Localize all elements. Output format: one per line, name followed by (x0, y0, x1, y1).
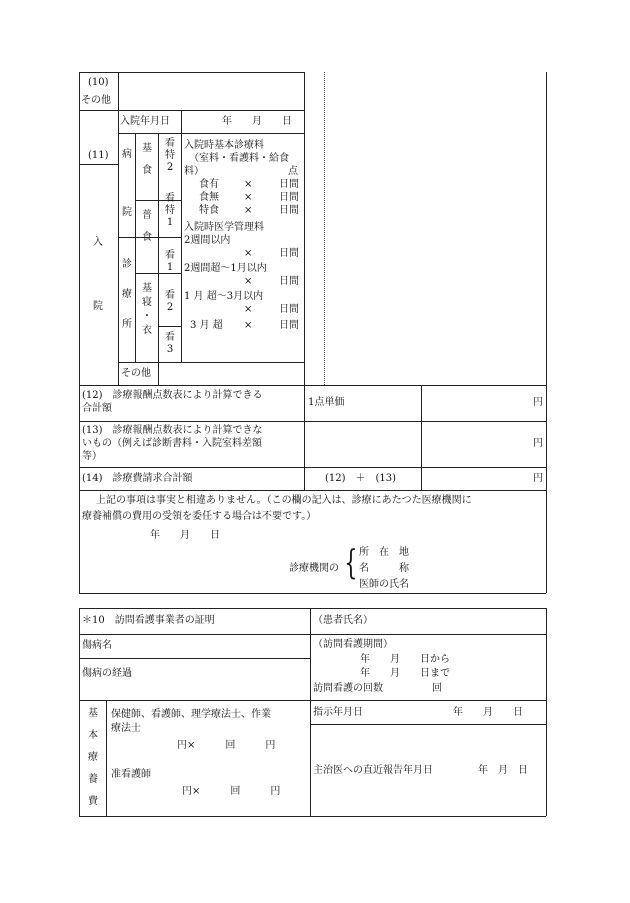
basic-bedding-label: 基 寝 ・ 衣 (142, 283, 152, 336)
nursing-cert-title: ＊10 訪問看護事業者の証明 (82, 615, 215, 626)
visits-label: 訪問看護の回数 (313, 683, 383, 694)
over-1-month-unit: 日間 (279, 304, 299, 315)
within-2-weeks: 2週間以内 (184, 235, 231, 246)
brace: { (344, 543, 358, 583)
row10-number: (10) (88, 77, 109, 88)
institution-name[interactable]: 名 称 (359, 563, 409, 574)
med-mgmt-title: 入院時医学管理料 (184, 222, 264, 233)
cert-date[interactable]: 年 月 日 (150, 530, 220, 541)
doctor-name[interactable]: 医師の氏名 (359, 579, 409, 590)
assoc-nurse-calc[interactable]: 円× 回 円 (182, 786, 281, 797)
meal-row-unit: 日間 (279, 192, 299, 203)
visits-unit[interactable]: 回 (432, 683, 442, 694)
over-3-months: 3 月 超 (190, 320, 223, 331)
row12-yen: 円 (533, 397, 543, 408)
cert-line-1: 上記の事項は事実と相違ありません。（この欄の記入は、診療にあたつた医療機関に (96, 495, 472, 506)
staff-calc[interactable]: 円× 回 円 (177, 740, 276, 751)
other-label: その他 (121, 368, 151, 379)
basic-meal-label: 基 食 (142, 143, 152, 176)
regular-meal-label: 普 食 (142, 210, 152, 243)
nursing-2: 看 2 (165, 290, 175, 313)
over-1-month-times: × (244, 304, 253, 315)
period-title: （訪問看護期間） (313, 639, 393, 650)
row14-label: (14) 診療費請求合計額 (82, 473, 193, 484)
nyuin-label: 入 院 (93, 237, 103, 312)
base-fee-paren: （室料・看護料・給食 (189, 153, 289, 164)
instruction-date-label: 指示年月日 (313, 707, 363, 718)
row14-formula: (12) ＋ (13) (325, 473, 397, 484)
row14-yen: 円 (533, 473, 543, 484)
meal-row-no-food: 食無 (199, 192, 219, 203)
report-date-label: 主治医への直近報告年月日 (313, 765, 433, 776)
meal-row-times: × (244, 205, 253, 216)
nursing-3: 看 3 (165, 332, 175, 355)
period-from[interactable]: 年 月 日から (360, 654, 450, 665)
staff-line-2: 療法士 (111, 723, 141, 734)
meal-row-unit: 日間 (279, 179, 299, 190)
meal-row-with-food: 食有 (199, 179, 219, 190)
row10-label: その他 (81, 95, 111, 106)
row13-label-2: いもの（例えば診断書料・入院室料差額 (82, 438, 262, 449)
nursing-1: 看 1 (165, 250, 175, 273)
base-fee-unit: 点 (288, 166, 298, 177)
unit-price-label: 1点単価 (308, 397, 345, 408)
row11-number: (11) (88, 150, 109, 161)
assoc-nurse-label: 准看護師 (111, 769, 151, 780)
row12-label: (12) 診療報酬点数表により計算できる (82, 390, 263, 401)
report-date-value[interactable]: 年 月 日 (478, 765, 528, 776)
clinic-label: 診 療 所 (122, 259, 132, 330)
base-fee-title: 入院時基本診療料 (184, 140, 264, 151)
disease-name-label[interactable]: 傷病名 (82, 640, 112, 651)
over-2-weeks-times: × (244, 276, 253, 287)
progress-label[interactable]: 傷病の経過 (82, 668, 132, 679)
over-3-months-unit: 日間 (279, 320, 299, 331)
institution-address[interactable]: 所 在 地 (359, 547, 409, 558)
meal-row-times: × (244, 179, 253, 190)
over-1-month: 1 月 超～3月以内 (184, 291, 264, 302)
over-3-months-times: × (244, 320, 253, 331)
admission-date-value[interactable]: 年 月 日 (222, 116, 292, 127)
nursing-special2: 看 特 2 (165, 138, 175, 173)
staff-line-1: 保健師、看護師、理学療法士、作業 (111, 709, 271, 720)
basic-care-cost-label: 基 本 療 養 費 (88, 708, 98, 807)
institution-label: 診療機関の (289, 563, 339, 574)
row13-yen: 円 (533, 438, 543, 449)
meal-row-times: × (244, 192, 253, 203)
within-2-weeks-times: × (244, 248, 253, 259)
instruction-date-value[interactable]: 年 月 日 (453, 707, 523, 718)
patient-name-label[interactable]: （患者氏名） (313, 615, 373, 626)
meal-row-special: 特食 (199, 205, 219, 216)
base-fee-paren2: 料） (184, 166, 204, 177)
cert-line-2: 療養補償の費用の受領を委任する場合は不要です。） (82, 511, 317, 522)
over-2-weeks-unit: 日間 (279, 276, 299, 287)
admission-date-label: 入院年月日 (120, 116, 170, 127)
within-2-weeks-unit: 日間 (279, 248, 299, 259)
over-2-weeks: 2週間超～1月以内 (184, 263, 267, 274)
row13-label-3: 等） (82, 451, 102, 462)
meal-row-unit: 日間 (279, 205, 299, 216)
period-to[interactable]: 年 月 日まで (360, 668, 450, 679)
row13-label: (13) 診療報酬点数表により計算できな (82, 425, 263, 436)
hospital-label: 病 院 (122, 149, 132, 218)
row12-label-2: 合計額 (82, 403, 112, 414)
nursing-special1: 看 特 1 (165, 193, 175, 228)
